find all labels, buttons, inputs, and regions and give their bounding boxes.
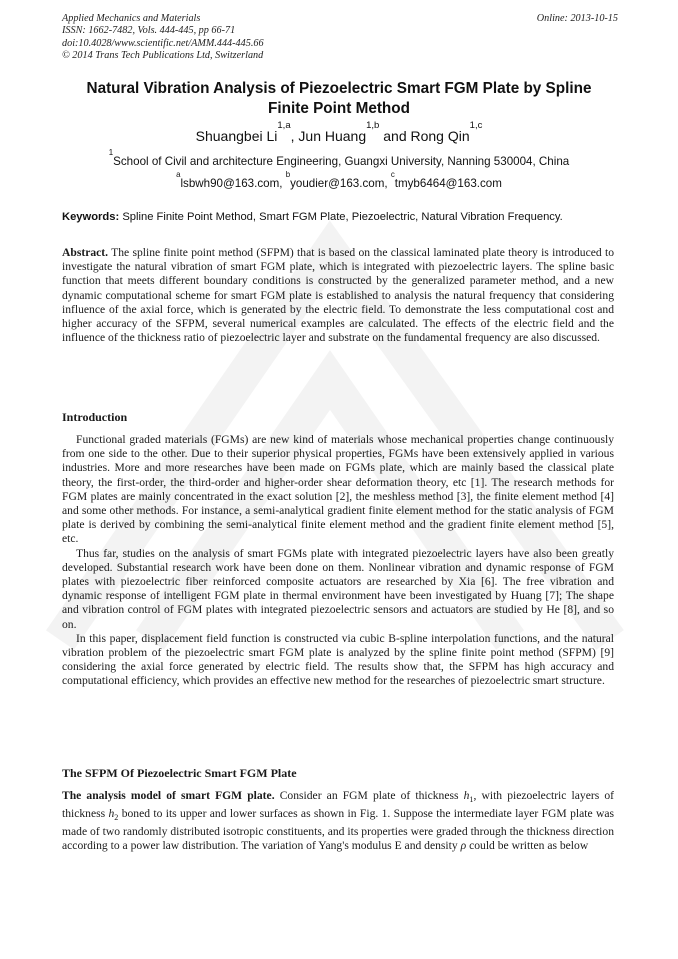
author-1: Shuangbei Li [195, 128, 278, 144]
title-line-1: Natural Vibration Analysis of Piezoelectric Smart FGM Plate by Spline [86, 80, 592, 97]
sfpm-text-2: , with piezoelectric layers of thickness [62, 789, 614, 821]
abstract [62, 246, 614, 345]
author-2: Jun Huang [298, 128, 367, 144]
doi: doi:10.4028/www.scientific.net/AMM.444-445.66 [62, 37, 264, 49]
symbol-h2-sub: 2 [114, 812, 119, 822]
author-and: and [383, 128, 407, 144]
symbol-h1: h [463, 789, 470, 802]
sfpm-text-4: could be written as below [469, 839, 589, 853]
intro-paragraph-1: Functional graded materials (FGMs) are new kind of materials whose mechanical properties change continuously from one side to the other. Due to their superior physical properties, FGMs have been extensively applied in various industries. More and more researches have been made on FGMs plate, which are mainly based the classical plate theory, the first-order, the third-order and higher-order shear deformation theory, etc [1]. The research methods for FGM plates are mainly concentrated in the exact solution [2], the meshless method [3], the finite element method [4] and some other methods. For instance, a semi-analytical gradient finite element method for the static analysis of FGM plate is derived by combining the semi-analytical finite element method and the gradient finite element method [5], etc. [62, 433, 614, 546]
sfpm-text-1: Consider an FGM plate of thickness [279, 789, 459, 802]
symbol-h1-sub: 1 [469, 794, 474, 804]
online-date: Online: 2013-10-15 [536, 13, 618, 24]
journal-name: Applied Mechanics and Materials [62, 13, 201, 24]
keywords-text: Spline Finite Point Method, Smart FGM Plate, Piezoelectric, Natural Vibration Frequency. [122, 211, 563, 223]
symbol-h2: h [108, 807, 115, 821]
author-3: Rong Qin [410, 128, 470, 144]
email-3: tmyb6464@163.com [394, 177, 502, 190]
author-1-sup: 1,a [277, 119, 291, 131]
section-heading-sfpm: The SFPM Of Piezoelectric Smart FGM Plate [62, 766, 297, 780]
email-3-sup: c [390, 170, 395, 180]
author-2-sup: 1,b [366, 119, 380, 131]
keywords-label: Keywords: [62, 211, 120, 223]
email-1: lsbwh90@163.com, [180, 177, 283, 190]
section-heading-introduction: Introduction [62, 410, 128, 424]
sfpm-body [62, 789, 614, 853]
email-2: youdier@163.com, [290, 177, 388, 190]
author-list: Shuangbei Li$^{1,a}$, Jun Huang$^{1,b}$ and Rong Qin$^{1,c}$ [195, 119, 483, 144]
abstract-label: Abstract. [62, 246, 109, 259]
affiliation-text: School of Civil and architecture Engineering, Guangxi University, Nanning 530004, China [113, 155, 570, 168]
copyright: © 2014 Trans Tech Publications Ltd, Switzerland [62, 49, 264, 61]
affiliation [30, 148, 648, 168]
journal-header [62, 13, 618, 62]
sfpm-text-3: boned to its upper and lower surfaces as shown in Fig. 1. Suppose the intermediate layer FGM plate was made of two randomly distributed isotropic constituents, and its properties were graded through the thickness direction according to a power law distribution. The variation of Yang's modulus E and density [62, 807, 614, 853]
affiliation-sup: 1 [108, 148, 114, 158]
symbol-rho: ρ [460, 839, 467, 853]
paper-title [50, 79, 628, 119]
intro-paragraph-2: Thus far, studies on the analysis of smart FGMs plate with integrated piezoelectric layers have also been greatly developed. Substantial research work have been done on them. Nonlinear vibration and dynamic response of FGM plates with piezoelectric fiber reinforced composite actuators are researched by Xia [6]. The free vibration and dynamic response of intelligent FGM plate in thermal environment have been investigated by Huang [7]; The shape and vibration control of FGM plates with integrated piezoelectric sensors and actuators are studied by He [8], and so on. [62, 546, 614, 631]
abstract-text: The spline finite point method (SFPM) that is based on the classical laminated plate theory is introduced to investigate the natural vibration of smart FGM plate, which is integrated with piezoelectric layers. The spline basic function that meets different boundary conditions is constructed by the generalized parameter method, and a new dynamic computational scheme for smart FGM plate is established to analysis the natural frequency that considering influence of the axial force, which is generated by the electric field. To demonstrate the less computational cost and higher accuracy of the SFPM, several numerical examples are calculated. The effects of the electric field and the influence of the thickness ratio of piezoelectric layer and substrate on the fundamental frequency are also discussed. [62, 246, 614, 345]
author-3-sup: 1,c [469, 119, 483, 131]
introduction-body [62, 433, 614, 689]
email-list [30, 170, 648, 190]
email-1-sup: a [176, 170, 181, 180]
email-2-sup: b [285, 170, 291, 180]
title-line-2: Finite Point Method [268, 100, 410, 117]
issn: ISSN: 1662-7482, Vols. 444-445, pp 66-71 [62, 25, 236, 37]
keywords [62, 211, 622, 223]
intro-paragraph-3: In this paper, displacement field function is constructed via cubic B-spline interpolation functions, and the natural vibration problem of the piezoelectric smart FGM plate is analyzed by the spline finite point method (SFPM) [9] considering the axial force generated by electric field. The results show that, the SFPM has high accuracy and computational efficiency, which provides an effective new method for the researches of piezoelectric smart structure. [62, 631, 614, 688]
sfpm-lead: The analysis model of smart FGM plate. [62, 789, 275, 802]
